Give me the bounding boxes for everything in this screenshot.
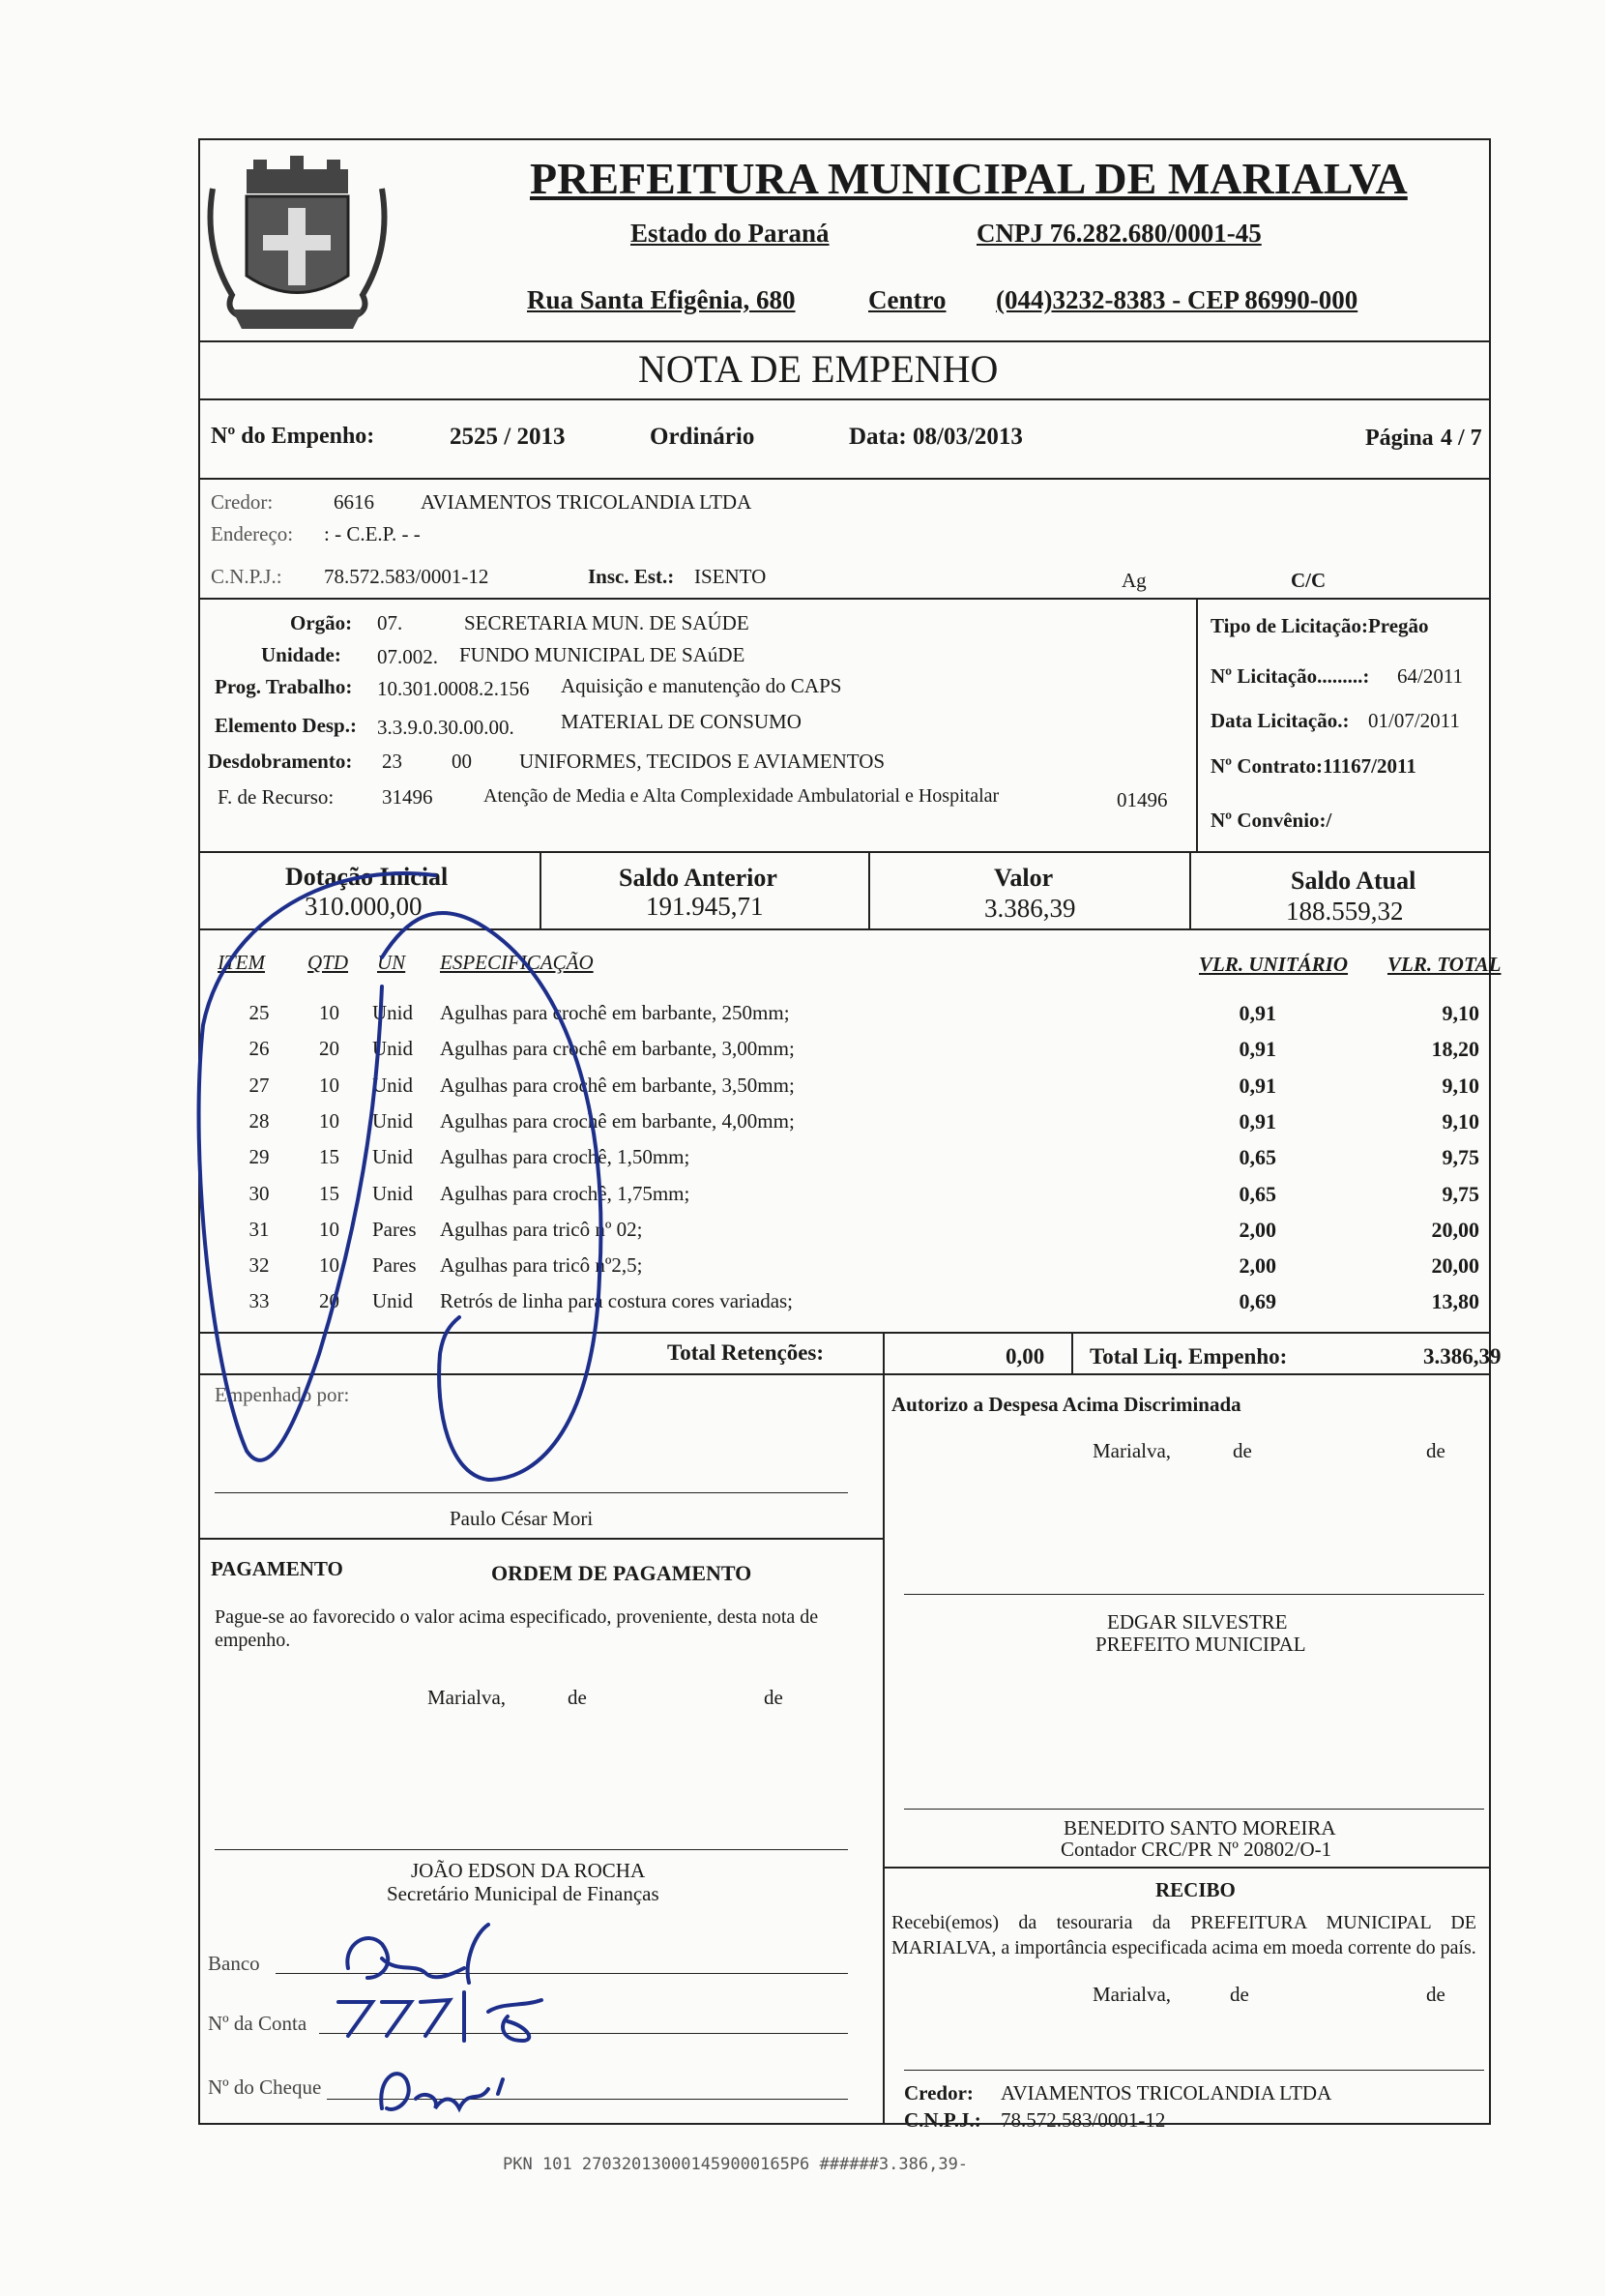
- prog-code: 10.301.0008.2.156: [377, 677, 530, 700]
- cnpj-header: CNPJ 76.282.680/0001-45: [977, 219, 1262, 248]
- item-especificacao: Retrós de linha para costura cores variadas;: [440, 1289, 794, 1312]
- desd-name: UNIFORMES, TECIDOS E AVIAMENTOS: [519, 750, 886, 773]
- recibo-cnpj-label: C.N.P.J.:: [904, 2108, 981, 2132]
- orgao-name: SECRETARIA MUN. DE SAÚDE: [464, 611, 749, 634]
- item-unit: Unid: [372, 1289, 413, 1312]
- num-licitacao: 64/2011: [1397, 664, 1464, 688]
- item-number: 32: [248, 1253, 270, 1277]
- item-unit: Unid: [372, 1001, 413, 1024]
- pagamento-label: PAGAMENTO: [211, 1557, 343, 1580]
- item-valor-total: 9,75: [1442, 1145, 1479, 1169]
- item-qtd: 10: [319, 1218, 339, 1241]
- empenhado-label: Empenhado por:: [215, 1383, 350, 1406]
- data-licitacao: 01/07/2011: [1368, 709, 1460, 732]
- item-number: 29: [248, 1145, 270, 1168]
- recurso-name: Atenção de Media e Alta Complexidade Ambulatorial e Hospitalar: [483, 785, 1000, 807]
- item-valor-unitario: 2,00: [1239, 1218, 1276, 1242]
- contador-cargo: Contador CRC/PR Nº 20802/O-1: [1061, 1838, 1332, 1861]
- retencoes-label: Total Retenções:: [667, 1340, 825, 1365]
- col-item: ITEM: [218, 951, 265, 974]
- item-qtd: 15: [319, 1182, 339, 1205]
- item-especificacao: Agulhas para crochê em barbante, 3,00mm;: [440, 1037, 795, 1060]
- item-unit: Pares: [372, 1218, 417, 1241]
- prefeitura-title: PREFEITURA MUNICIPAL DE MARIALVA: [530, 154, 1408, 203]
- item-valor-unitario: 2,00: [1239, 1253, 1276, 1278]
- item-unit: Unid: [372, 1074, 413, 1097]
- item-unit: Unid: [372, 1109, 413, 1133]
- insc-label: Insc. Est.:: [588, 565, 675, 588]
- phone-cep: (044)3232-8383 - CEP 86990-000: [996, 285, 1358, 314]
- recibo-cnpj: 78.572.583/0001-12: [1001, 2108, 1166, 2132]
- item-especificacao: Agulhas para crochê em barbante, 250mm;: [440, 1001, 790, 1024]
- unidade-name: FUNDO MUNICIPAL DE SAúDE: [459, 643, 745, 666]
- autorizo-local: Marialva,: [1093, 1439, 1172, 1462]
- banco-label: Banco: [208, 1952, 260, 1975]
- conta-label: Nº da Conta: [208, 2012, 307, 2035]
- col-especificacao: ESPECIFICAÇÃO: [440, 951, 594, 974]
- orgao-label: Orgão:: [290, 611, 353, 634]
- col-total: VLR. TOTAL: [1387, 953, 1502, 976]
- item-unit: Unid: [372, 1182, 413, 1205]
- item-especificacao: Agulhas para crochê, 1,75mm;: [440, 1182, 690, 1205]
- item-valor-unitario: 0,91: [1239, 1037, 1276, 1061]
- desd-code2: 00: [452, 750, 472, 773]
- item-unit: Unid: [372, 1037, 413, 1060]
- desd-label: Desdobramento:: [208, 750, 353, 773]
- item-number: 25: [248, 1001, 270, 1024]
- item-qtd: 15: [319, 1145, 339, 1168]
- num-licitacao-label: Nº Licitação.........:: [1211, 664, 1370, 688]
- endereco-label: Endereço:: [211, 522, 294, 545]
- dotacao-label: Dotação Inicial: [285, 863, 449, 891]
- liq-value: 3.386,39: [1423, 1344, 1502, 1369]
- item-unit: Pares: [372, 1253, 417, 1277]
- pagamento-text: Pague-se ao favorecido o valor acima especificado, proveniente, desta nota de empenho.: [215, 1606, 819, 1651]
- item-qtd: 20: [319, 1037, 339, 1060]
- item-qtd: 10: [319, 1074, 339, 1097]
- autorizo-text: Autorizo a Despesa Acima Discriminada: [891, 1393, 1241, 1416]
- saldo-anterior-value: 191.945,71: [646, 892, 764, 921]
- item-valor-unitario: 0,65: [1239, 1145, 1276, 1169]
- item-valor-unitario: 0,91: [1239, 1074, 1276, 1098]
- cc-label: C/C: [1291, 569, 1327, 592]
- data-licitacao-label: Data Licitação.:: [1211, 709, 1350, 732]
- elem-label: Elemento Desp.:: [215, 714, 357, 737]
- autorizo-de2: de: [1426, 1439, 1445, 1462]
- recibo-title: RECIBO: [1155, 1878, 1236, 1901]
- col-unitario: VLR. UNITÁRIO: [1199, 953, 1349, 976]
- valor-value: 3.386,39: [984, 894, 1076, 923]
- ag-label: Ag: [1122, 569, 1147, 592]
- cnpj-label: C.N.P.J.:: [211, 565, 282, 588]
- recibo-credor-label: Credor:: [904, 2081, 974, 2105]
- item-valor-total: 20,00: [1431, 1253, 1479, 1278]
- address: Rua Santa Efigênia, 680: [527, 285, 796, 314]
- credor-cnpj: 78.572.583/0001-12: [324, 565, 489, 588]
- contador-nome: BENEDITO SANTO MOREIRA: [1064, 1816, 1336, 1840]
- recibo-credor: AVIAMENTOS TRICOLANDIA LTDA: [1001, 2081, 1332, 2105]
- item-number: 27: [248, 1074, 270, 1097]
- item-especificacao: Agulhas para crochê, 1,50mm;: [440, 1145, 690, 1168]
- dotacao-value: 310.000,00: [305, 892, 423, 921]
- retencoes-value: 0,00: [1006, 1344, 1045, 1369]
- desd-code1: 23: [382, 750, 402, 773]
- elem-name: MATERIAL DE CONSUMO: [561, 710, 802, 733]
- item-valor-total: 18,20: [1431, 1037, 1479, 1061]
- credor-name: AVIAMENTOS TRICOLANDIA LTDA: [421, 490, 752, 514]
- item-number: 33: [248, 1289, 270, 1312]
- item-qtd: 10: [319, 1001, 339, 1024]
- credor-code: 6616: [334, 490, 374, 514]
- pagamento-local: Marialva,: [427, 1686, 507, 1709]
- item-especificacao: Agulhas para crochê em barbante, 3,50mm;: [440, 1074, 795, 1097]
- item-valor-unitario: 0,91: [1239, 1109, 1276, 1133]
- convenio: Nº Convênio:/: [1211, 809, 1332, 832]
- item-valor-total: 9,75: [1442, 1182, 1479, 1206]
- page-label: Página: [1365, 426, 1434, 451]
- unidade-code: 07.002.: [377, 645, 438, 668]
- prog-label: Prog. Trabalho:: [215, 675, 353, 698]
- recurso-label: F. de Recurso:: [218, 785, 335, 809]
- empenho-type: Ordinário: [650, 424, 755, 450]
- recurso-code2: 01496: [1117, 788, 1168, 811]
- item-especificacao: Agulhas para tricô nº2,5;: [440, 1253, 643, 1277]
- empenhado-nome: Paulo César Mori: [450, 1507, 594, 1530]
- elem-code: 3.3.9.0.30.00.00.: [377, 716, 514, 739]
- orgao-code: 07.: [377, 611, 403, 634]
- item-number: 31: [248, 1218, 270, 1241]
- cheque-label: Nº do Cheque: [208, 2075, 322, 2099]
- footer-code: PKN 101 270320130001459000165P6 ######3.386,39-: [503, 2155, 969, 2174]
- item-especificacao: Agulhas para crochê em barbante, 4,00mm;: [440, 1109, 795, 1133]
- liq-label: Total Liq. Empenho:: [1090, 1344, 1288, 1369]
- item-number: 30: [248, 1182, 270, 1205]
- item-unit: Unid: [372, 1145, 413, 1168]
- col-qtd: QTD: [307, 951, 349, 974]
- contrato: Nº Contrato:11167/2011: [1211, 754, 1416, 778]
- endereco: : - C.E.P. - -: [324, 522, 421, 545]
- valor-label: Valor: [994, 864, 1054, 892]
- recibo-text: Recebi(emos) da tesouraria da PREFEITURA MUNICIPAL DE MARIALVA, a importância especificada acima em moeda corrente do país.: [891, 1912, 1476, 1958]
- saldo-atual-label: Saldo Atual: [1291, 867, 1416, 895]
- insc-value: ISENTO: [694, 565, 767, 588]
- secretario-cargo: Secretário Municipal de Finanças: [387, 1882, 659, 1905]
- prefeito-cargo: PREFEITO MUNICIPAL: [1095, 1633, 1306, 1656]
- item-valor-unitario: 0,65: [1239, 1182, 1276, 1206]
- pagamento-de2: de: [764, 1686, 783, 1709]
- item-qtd: 10: [319, 1253, 339, 1277]
- item-valor-total: 9,10: [1442, 1074, 1479, 1098]
- empenho-date: Data: 08/03/2013: [849, 424, 1023, 450]
- item-valor-total: 20,00: [1431, 1218, 1479, 1242]
- saldo-anterior-label: Saldo Anterior: [619, 864, 777, 892]
- recibo-de1: de: [1230, 1983, 1249, 2006]
- saldo-atual-value: 188.559,32: [1286, 897, 1404, 926]
- item-valor-total: 9,10: [1442, 1109, 1479, 1133]
- item-number: 26: [248, 1037, 270, 1060]
- item-valor-unitario: 0,69: [1239, 1289, 1276, 1313]
- district: Centro: [868, 285, 947, 314]
- recibo-local: Marialva,: [1093, 1983, 1172, 2006]
- item-number: 28: [248, 1109, 270, 1133]
- empenho-number: 2525 / 2013: [450, 424, 566, 450]
- recibo-de2: de: [1426, 1983, 1445, 2006]
- item-qtd: 20: [319, 1289, 339, 1312]
- ordem-pagamento-title: ORDEM DE PAGAMENTO: [491, 1561, 752, 1585]
- credor-label: Credor:: [211, 490, 274, 514]
- secretario-nome: JOÃO EDSON DA ROCHA: [411, 1859, 646, 1882]
- item-especificacao: Agulhas para tricô nº 02;: [440, 1218, 643, 1241]
- doc-title: NOTA DE EMPENHO: [638, 347, 999, 391]
- item-valor-unitario: 0,91: [1239, 1001, 1276, 1025]
- page-number: 4 / 7: [1441, 426, 1482, 451]
- col-un: UN: [377, 951, 406, 974]
- autorizo-de1: de: [1233, 1439, 1252, 1462]
- item-qtd: 10: [319, 1109, 339, 1133]
- state-name: Estado do Paraná: [630, 219, 830, 248]
- item-valor-total: 13,80: [1431, 1289, 1479, 1313]
- unidade-label: Unidade:: [261, 643, 341, 666]
- recurso-code: 31496: [382, 785, 433, 809]
- pagamento-de1: de: [568, 1686, 587, 1709]
- tipo-licitacao: Tipo de Licitação:Pregão: [1211, 614, 1429, 637]
- empenho-label: Nº do Empenho:: [211, 424, 375, 449]
- prefeito-nome: EDGAR SILVESTRE: [1107, 1610, 1288, 1634]
- item-valor-total: 9,10: [1442, 1001, 1479, 1025]
- prog-name: Aquisição e manutenção do CAPS: [561, 674, 842, 697]
